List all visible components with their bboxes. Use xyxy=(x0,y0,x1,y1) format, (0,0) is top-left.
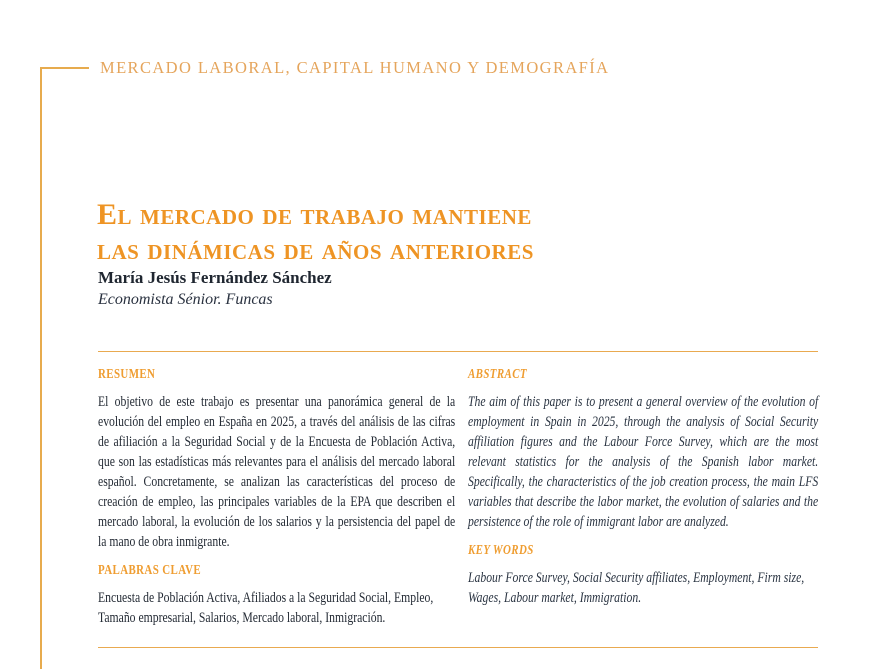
margin-accent-line xyxy=(40,67,42,669)
margin-accent-arm xyxy=(40,67,89,69)
palabras-clave-text: Encuesta de Población Activa, Afiliados a la Seguridad Social, Empleo, Tamaño empresarial, Salarios, Mercado laboral, Inmigración. xyxy=(98,590,434,626)
author-name: María Jesús Fernández Sánchez xyxy=(98,268,332,287)
bottom-divider-rule xyxy=(98,647,818,648)
resumen-column xyxy=(98,367,455,628)
key-words-heading: KEY WORDS xyxy=(468,543,534,558)
abstract-heading: ABSTRACT xyxy=(468,367,527,382)
article-title xyxy=(97,197,534,267)
resumen-body: El objetivo de este trabajo es presentar una panorámica general de la evolución del empleo en España en 2025, a través del análisis de las cifras de afiliación a la Seguridad Social y de la Encuesta de Población Activa, que son las estadísticas más relevantes para el análisis del mercado laboral español. Concretamente, se analizan las características del proceso de creación de empleo, las principales variables de la EPA que describen el mercado laboral, la evolución de los salarios y la persistencia del papel de la mano de obra inmigrante. xyxy=(98,394,456,550)
palabras-clave-heading: PALABRAS CLAVE xyxy=(98,563,202,578)
resumen-heading: RESUMEN xyxy=(98,367,156,382)
article-title-line1: El mercado de trabajo mantiene xyxy=(97,198,532,232)
section-kicker: MERCADO LABORAL, CAPITAL HUMANO Y DEMOGRAFÍA xyxy=(100,58,610,77)
author-affiliation: Economista Sénior. Funcas xyxy=(98,291,273,308)
abstract-body: The aim of this paper is to present a general overview of the evolution of employment in Spain in 2025, through the analysis of Social Security affiliation figures and the Labour Force Survey, which are the most relevant statistics for the analysis of the Spanish labor market. Specifically, the characteristics of the job creation process, the main LFS variables that describe the labor market, the evolution of salaries and the persistence of the role of immigrant labor are analyzed. xyxy=(468,394,819,530)
key-words-text: Labour Force Survey, Social Security affiliates, Employment, Firm size, Wages, Labour market, Immigration. xyxy=(468,570,805,606)
top-divider-rule xyxy=(98,351,818,352)
article-title-line2: las dinámicas de años anteriores xyxy=(97,233,534,267)
abstract-column xyxy=(468,367,818,608)
